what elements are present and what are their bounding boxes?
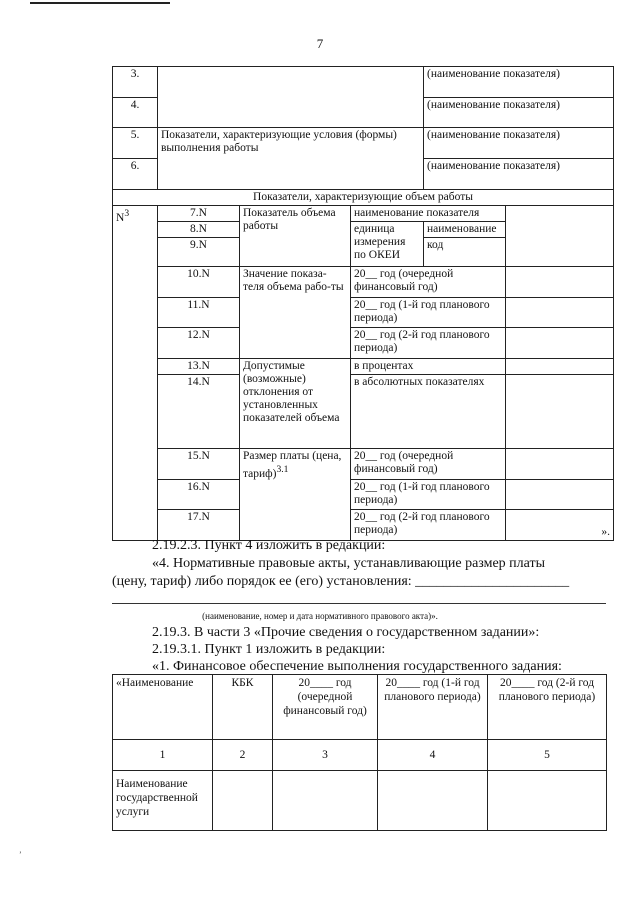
row-number: 10.N xyxy=(158,267,240,298)
column-number: 3 xyxy=(273,740,378,771)
deviation-label: Допустимые (возможные) отклонения от установленных показателей объема xyxy=(240,359,351,449)
n-cell xyxy=(113,206,158,541)
year-plan1-label: 20__ год (1-й год планового периода) xyxy=(351,298,506,328)
year-plan2-label: 20__ год (2-й год планового периода) xyxy=(351,510,506,541)
finance-header-year-plan1: 20____ год (1-й год планового периода) xyxy=(378,675,488,740)
fee-superscript: 3.1 xyxy=(276,464,289,475)
year-current-label: 20__ год (очередной финансовый год) xyxy=(351,449,506,480)
paragraph-item-1: «1. Финансовое обеспечение выполнения государственного задания: xyxy=(152,659,562,674)
row-number: 8.N xyxy=(158,222,240,238)
paragraph-item-4-line1: «4. Нормативные правовые акты, устанавливающие размер платы xyxy=(152,556,546,571)
act-caption: (наименование, номер и дата нормативного правового акта)». xyxy=(202,611,438,621)
row-number: 15.N xyxy=(158,449,240,480)
volume-section-header: Показатели, характеризующие объем работы xyxy=(113,190,614,206)
year-plan2-label: 20__ год (2-й год планового периода) xyxy=(351,328,506,359)
column-number: 4 xyxy=(378,740,488,771)
row-number: 6. xyxy=(113,159,158,190)
row-number: 4. xyxy=(113,98,158,128)
row-number: 16.N xyxy=(158,480,240,510)
finance-header-year-plan2: 20____ год (2-й год планового периода) xyxy=(488,675,607,740)
in-absolute-label: в абсолютных показателях xyxy=(351,375,506,449)
column-number: 5 xyxy=(488,740,607,771)
paragraph-2-19-3-1: 2.19.3.1. Пункт 1 изложить в редакции: xyxy=(152,642,386,657)
fee-cell xyxy=(240,449,351,541)
row-number: 5. xyxy=(113,128,158,159)
empty-cell xyxy=(158,67,424,128)
page-number: 7 xyxy=(316,36,324,51)
empty-cell xyxy=(506,206,614,267)
empty-cell xyxy=(506,328,614,359)
empty-cell xyxy=(488,771,607,831)
closing-mark: ». xyxy=(506,510,614,541)
in-percent-label: в процентах xyxy=(351,359,506,375)
empty-cell xyxy=(273,771,378,831)
margin-mark: ʼ xyxy=(19,850,22,859)
top-border-rule xyxy=(30,2,170,4)
row-number: 12.N xyxy=(158,328,240,359)
indicator-name-placeholder: (наименование показателя) xyxy=(424,128,614,159)
year-current-label: 20__ год (очередной финансовый год) xyxy=(351,267,506,298)
empty-cell xyxy=(506,298,614,328)
indicator-name-placeholder: (наименование показателя) xyxy=(424,67,614,98)
column-number: 2 xyxy=(213,740,273,771)
empty-cell xyxy=(506,267,614,298)
finance-header-year-current: 20____ год (очередной финансовый год) xyxy=(273,675,378,740)
paragraph-item-4-line2: (цену, тариф) либо порядок ее (его) установления: ______________________ xyxy=(112,574,570,589)
row-number: 3. xyxy=(113,67,158,98)
paragraph-2-19-3: 2.19.3. В части 3 «Прочие сведения о государственном задании»: xyxy=(152,625,540,640)
finance-header-kbk: КБК xyxy=(213,675,273,740)
volume-indicator-label: Показатель объема работы xyxy=(240,206,351,267)
unit-name-header: наименование xyxy=(424,222,506,238)
row-number: 14.N xyxy=(158,375,240,449)
empty-cell xyxy=(506,480,614,510)
volume-value-label: Значение показа-теля объема рабо-ты xyxy=(240,267,351,359)
finance-row-label: Наименование государственной услуги xyxy=(113,771,213,831)
fee-label: Размер платы (цена, тариф) xyxy=(243,450,342,480)
indicator-name-placeholder: (наименование показателя) xyxy=(424,98,614,128)
row-number: 17.N xyxy=(158,510,240,541)
finance-table xyxy=(112,674,607,831)
unit-code-header: код xyxy=(424,238,506,267)
row-number: 11.N xyxy=(158,298,240,328)
paragraph-2-19-2-3: 2.19.2.3. Пункт 4 изложить в редакции: xyxy=(152,538,386,553)
empty-cell xyxy=(213,771,273,831)
empty-cell xyxy=(378,771,488,831)
conditions-indicators-label: Показатели, характеризующие условия (формы) выполнения работы xyxy=(158,128,424,190)
finance-header-name: «Наименование xyxy=(113,675,213,740)
empty-cell xyxy=(506,449,614,480)
empty-cell xyxy=(506,375,614,449)
empty-cell xyxy=(506,359,614,375)
column-number: 1 xyxy=(113,740,213,771)
row-number: 13.N xyxy=(158,359,240,375)
n-label: N xyxy=(116,211,125,224)
unit-label: единица измерения по ОКЕИ xyxy=(351,222,424,267)
n-superscript: 3 xyxy=(124,208,130,219)
year-plan1-label: 20__ год (1-й год планового периода) xyxy=(351,480,506,510)
indicators-table xyxy=(112,66,614,541)
row-number: 9.N xyxy=(158,238,240,267)
indicator-name-header: наименование показателя xyxy=(351,206,506,222)
indicator-name-placeholder: (наименование показателя) xyxy=(424,159,614,190)
row-number: 7.N xyxy=(158,206,240,222)
signature-line xyxy=(112,603,606,604)
